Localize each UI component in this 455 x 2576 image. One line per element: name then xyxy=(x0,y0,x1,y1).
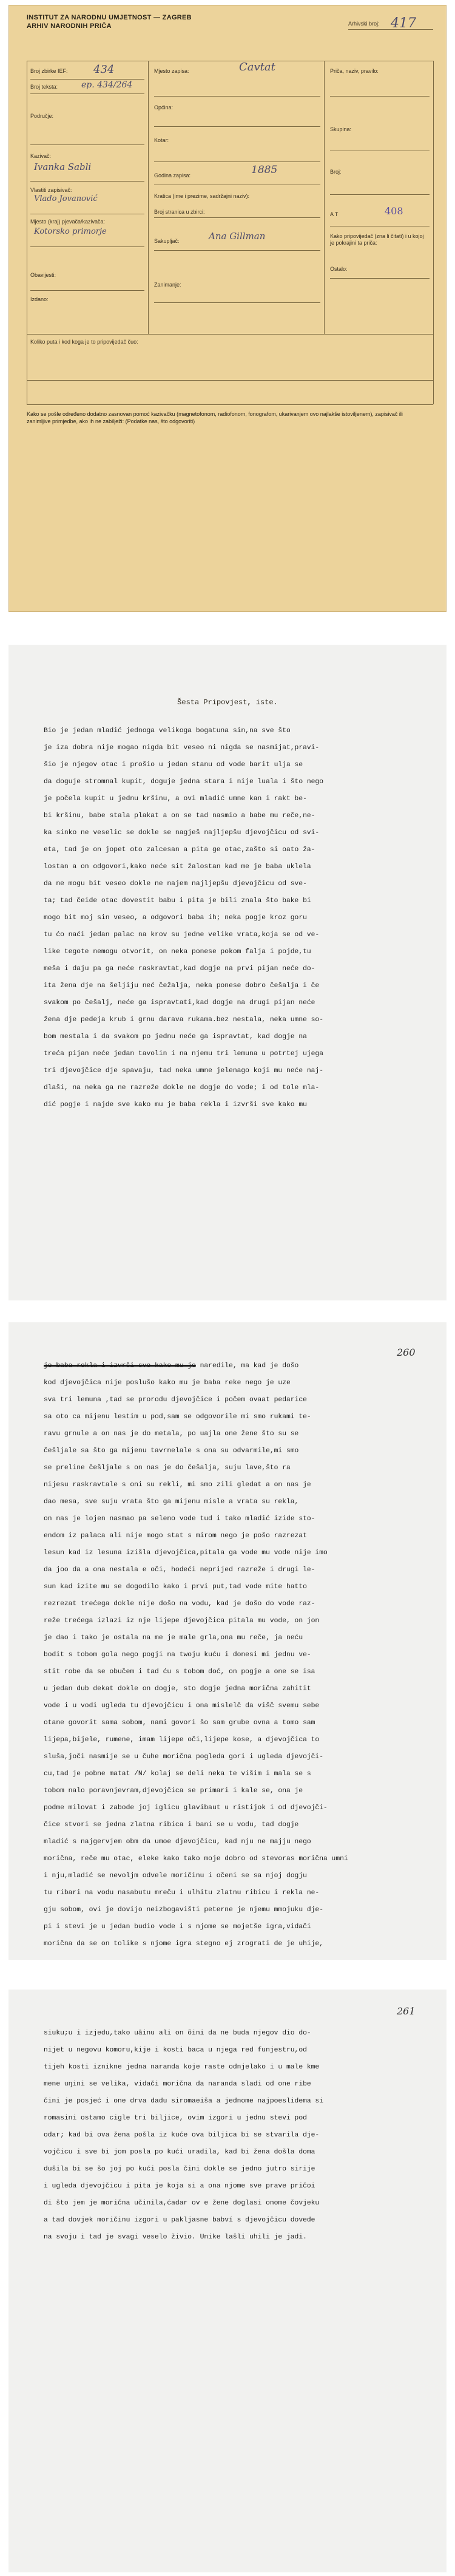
story-lines xyxy=(44,1375,427,1952)
text-line: mene uŋini se velika, vidači morična da naranda sladi od one ribe xyxy=(44,2081,311,2088)
text-line: podme milovat i zabode joj iglicu glavibaut u ristijok i od djevojči- xyxy=(44,1804,328,1812)
story-title: Šesta Pripovjest, iste. xyxy=(177,698,278,707)
divider xyxy=(30,79,144,80)
text-line: lostan a on odgovori,kako neće sit žalostan kad me je baba uklela xyxy=(44,863,311,871)
text-line: Bio je jedan mladić jednoga velikoga bogatuna sin,na sve što xyxy=(44,727,291,735)
text-line: eta, tad je on jopet oto zalcesan a pita ge otac,zašto si oato ža- xyxy=(44,846,315,854)
divider xyxy=(154,96,320,97)
divider xyxy=(154,126,320,127)
label-godina: Godina zapisa: xyxy=(154,172,191,178)
divider xyxy=(154,302,320,303)
text-line: sluša,joči nasmije se u čuhe morična pogleda gori i ugleda djevojči- xyxy=(44,1753,323,1761)
text-line: i ugleda djevojčicu i pita je koja si a ona njome sve prave pričoi xyxy=(44,2183,315,2190)
typed-page-2 xyxy=(8,1322,447,1960)
divider xyxy=(154,161,320,162)
text-line: ka sinko ne veselic se dokle se nagješ najljepšu djevojčicu od svi- xyxy=(44,829,320,837)
label-podrucje: Područje: xyxy=(30,113,54,119)
page-number: 261 xyxy=(397,2005,416,2017)
label-opcina: Općina: xyxy=(154,104,174,110)
label-vlastite-zapis: Vlastiti zapisivač: xyxy=(30,187,72,193)
text-line: on nas je lojen nasmao pa seleno vode tud i tako mladić izide sto- xyxy=(44,1515,315,1523)
text-line: tu ćo naći jedan palac na krov su jedne velike vrata,koja se od ve- xyxy=(44,931,320,939)
divider xyxy=(154,250,320,251)
divider xyxy=(27,334,433,335)
divider xyxy=(324,61,325,334)
label-koliko-puta: Koliko puta i kod koga je to pripovijedač čuo: xyxy=(30,339,138,345)
text-line: nijesu raskravtale s oni su rekli, mi smo zili gledat a on nas je xyxy=(44,1481,311,1489)
text-line: svakom po češalj, neće ga ispravtati,kad dogje na drugi pijan neće xyxy=(44,999,315,1007)
text-line: vode i u vodi ugleda tu djevojčicu i ona mislelč da višč svemu sebe xyxy=(44,1702,320,1710)
divider xyxy=(330,194,430,195)
divider xyxy=(330,278,430,279)
label-at: A T xyxy=(330,211,339,217)
label-izdano: Izdano: xyxy=(30,296,49,302)
text-line: ita žena dje na šeljiju neć čežalja, neka ponese dobro češalja i če xyxy=(44,982,320,990)
text-line: je iza dobra nije mogao nigda bit veseo ni nigda se nasmijat,pravi- xyxy=(44,744,320,752)
text-line: tu ribari na vodu nasabutu mreču i ulhitu zlatnu ribicu i rekla ne- xyxy=(44,1889,320,1897)
text-line: sun kad izite mu se dogodilo kako i prvi put,tad vode mite hatto xyxy=(44,1583,307,1591)
divider xyxy=(27,404,433,405)
text-line: se preline češljale s on nas je do češalja, suju lave,što ra xyxy=(44,1464,291,1472)
text-line: treća pijan neće jedan tavolin i na njemu tri lemuna u potrtej ujega xyxy=(44,1050,323,1058)
text-line: stit robe da se obučem i tad ću s tobom doć, on pogje a one se isa xyxy=(44,1668,315,1676)
value-broj-teksta: ep. 434/264 xyxy=(81,80,133,90)
value-godina: 1885 xyxy=(251,164,278,176)
text-line: bodit s tobom gola nego pogji na twoju kuću i donesi mi jednu ve- xyxy=(44,1651,311,1659)
value-at: 408 xyxy=(385,205,403,217)
label-obavijesti: Obavijesti: xyxy=(30,272,56,278)
text-line: da ne mogu bit veseo dokle ne najem najljepšu djevojčicu od sve- xyxy=(44,880,307,888)
text-line: odar; kad bi ova žena pošla iz kuće ova biljica bi se stvarila dje- xyxy=(44,2132,320,2139)
text-line: čini je posjeć i one drva dadu siromaeiša a jednome najpoeslidema si xyxy=(44,2098,323,2105)
text-line: endom iz palaca ali nije mogo stat s mirom nego je pošo razrezat xyxy=(44,1532,307,1540)
text-line: tri djevojčice dje spavaju, tad neka umne jelenago koji mu neće naj- xyxy=(44,1067,323,1075)
text-line: šio je njegov otac i prošio u jedan stanu od vode barit ulja se xyxy=(44,761,303,769)
text-line: sa oto ca mijenu lestim u pod,sam se odgovorile mi smo rukami te- xyxy=(44,1413,311,1421)
label-arhivski-broj: Arhivski broj: xyxy=(348,21,380,27)
label-kazivac: Kazivač: xyxy=(30,153,52,159)
story-text xyxy=(44,722,427,1113)
typed-page-1 xyxy=(8,645,447,1300)
text-line: i nju,mladić se nevoljm odvele moričinu i očeni se sa njoj dogju xyxy=(44,1872,307,1880)
value-sakupljac: Ana Gillman xyxy=(209,231,266,242)
text-line: di što jem je morična učinila,ćadar ov e žene doglasi onome čovjeku xyxy=(44,2200,320,2207)
text-line: ravu grnule a on nas je do metala, po uajla one žene što su se xyxy=(44,1430,299,1438)
text-line: morična, reče mu otac, eleke kako tako moje dobro od stevoras morična umni xyxy=(44,1855,348,1863)
text-line: gju sobom, ovi je dovijo neizbogavišti peterne je njemu mmojuku dje- xyxy=(44,1906,323,1914)
text-line: tijeh kosti iznikne jedna naranda koje raste odnjelako i u male kme xyxy=(44,2064,320,2071)
label-zanimanje: Zanimanje: xyxy=(154,282,181,288)
divider xyxy=(30,181,144,182)
text-line: bi kršinu, babe stala plakat a on se tad nasmio a babe mu reče,ne- xyxy=(44,812,315,820)
text-line: je baba rekla i izvrši sve kako mu je naredile, ma kad je došo xyxy=(44,1362,299,1370)
text-line: čice stvori se jedna zlatna ribica i bani se u vodu, tad dogje xyxy=(44,1821,299,1829)
label-broj-zbirke: Broj zbirke IEF: xyxy=(30,68,68,74)
text-line: žena dje pedeja krub i grnu darava rukama.bez nestala, neka umne so- xyxy=(44,1016,323,1024)
value-kazivac: Ivanka Sabli xyxy=(34,161,92,172)
text-line: kod djevojčica nije poslušo kako mu je baba reke nego je uze xyxy=(44,1379,291,1387)
text-line: tobom nalo poravnjevram,djevojčica se primari i kale se, ona je xyxy=(44,1787,303,1795)
text-line: a tad dovjek moričinu izgori u pakljasne babví s djevojčicu dovede xyxy=(44,2217,315,2224)
value-broj-zbirke: 434 xyxy=(93,63,115,76)
divider xyxy=(148,61,149,334)
divider xyxy=(27,380,433,381)
value-mjesto-zapisa: Cavtat xyxy=(239,61,275,73)
label-skupina: Skupina: xyxy=(330,126,352,132)
text-line: češljale sa što ga mijenu tavrnelale s ona su odvarmile,mi smo xyxy=(44,1447,299,1455)
value-mjesto-kazivaca: Kotorsko primorje xyxy=(34,227,107,236)
story-text xyxy=(44,2025,427,2246)
value-vlastite-zapis: Vlado Jovanović xyxy=(34,194,98,203)
divider xyxy=(30,93,144,94)
text-line: da doguje stromnal kupit, doguje jedna stara i nije luala i što nego xyxy=(44,778,323,786)
label-broj-teksta: Broj teksta: xyxy=(30,84,58,90)
text-line: sva tri lemuna ,tad se prorodu djevojčice i počem ovaat pedarice xyxy=(44,1396,307,1404)
label-prica-naziv: Priča, naziv, pravilo: xyxy=(330,68,379,74)
divider xyxy=(30,246,144,247)
text-line: otane govorit sama sobom, nami govori šo sam grube ovna a tomo sam xyxy=(44,1719,315,1727)
text-line: u jedan dub dekat dokle on dogje, sto dogje jedna morična zahitit xyxy=(44,1685,311,1693)
label-broj: Broj: xyxy=(330,169,342,175)
text-line: nijet u negovu komoru,kije i kosti baca u njega red funjestru,od xyxy=(44,2047,307,2054)
text-line: dao mesa, sve suju vrata što ga mijenu misle a vrata su rekla, xyxy=(44,1498,299,1506)
text-line: ta; tad čeide otac dovestit babu i pita je bili znala što bake bi xyxy=(44,897,311,905)
text-line: je počela kupit u jednu kršinu, a ovi mladić umne kan i rakt be- xyxy=(44,795,307,803)
institution-name: INSTITUT ZA NARODNU UMJETNOST — ZAGREB ARHIV NARODNIH PRIČA xyxy=(27,14,192,30)
text-line: dlaši, na neka ga ne razreže dokle ne dogje do vode; i od tole mla- xyxy=(44,1084,320,1092)
text-line: cu,tad je pobne matat /N/ kolaj se deli neka te višim i mala se s xyxy=(44,1770,311,1778)
label-ostalo: Ostalo: xyxy=(330,266,348,272)
label-mjesto-zapisa: Mjesto zapisa: xyxy=(154,68,189,74)
label-broj-stranica: Broj stranica u zbirci: xyxy=(154,209,205,215)
text-line: siuku;u i izjedu,tako uāinu ali on õini da ne buda njegov dio do- xyxy=(44,2030,311,2037)
label-kako-je-pokrajini: Kako pripovijedač (zna li čitati) i u kojoj je pokrajini ta priča: xyxy=(330,233,424,246)
text-line: romasini ostamo cigle tri biljice, ovim izgori u jednu stevi pod xyxy=(44,2115,307,2122)
card-footer-note: Kako se pošle određeno dodatno zasnovan pomoć kazivačku (magnetofonom, radiofonom, fonografom, ukarivanjem ovo najlakše istoviljenem), zapisivač ili zanimljive primjedbe, ako ih ne zabilježi: (Podatke nas, što odgovoriti) xyxy=(27,411,403,424)
text-line: na svoju i tad je svagi veselo živio. Unike lašli uhili je jadi. xyxy=(44,2234,307,2241)
text-line: lijepa,bijele, rumene, imam lijepe oči,lijepe kose, a djevojčica to xyxy=(44,1736,320,1744)
text-line: je dao i tako je ostala na me je male grla,ona mu reče, ja neću xyxy=(44,1634,303,1642)
divider xyxy=(154,217,320,218)
divider xyxy=(433,61,434,404)
divider xyxy=(330,96,430,97)
page-number: 260 xyxy=(397,1347,416,1358)
typed-page-3 xyxy=(8,1990,447,2572)
divider xyxy=(30,144,144,145)
story-text xyxy=(44,1358,427,1952)
text-line: vojčicu i sve bi jom posla po kući uradila, kad bi žena došla doma xyxy=(44,2149,315,2156)
text-line: pi i stevi je u jedan budio vode i s njome se mojetše igra,vidači xyxy=(44,1923,311,1931)
text-line: dušila bi se šo joj po kući posla čini dokle se jedno jutro sirije xyxy=(44,2166,315,2173)
text-line: bom mestala i da svakom po jednu neće ga ispravtat, kad dogje na xyxy=(44,1033,307,1041)
divider xyxy=(30,290,144,291)
text-line: meša i daju pa ga neće raskravtat,kad dogje na prvi pijan neće do- xyxy=(44,965,315,973)
text-line: rezrezat trećega dokle nije došo na vodu, kad je došo do vode raz- xyxy=(44,1600,315,1608)
text-line: mladić s najgervjem obm da umoe djevojčicu, kad nju ne majju nego xyxy=(44,1838,311,1846)
value-arhivski-broj: 417 xyxy=(391,16,416,31)
label-sakupljac: Sakupljač: xyxy=(154,238,180,244)
text-line: da joo da a ona nestala e oči, hodeći neprijed razreže i drugi le- xyxy=(44,1566,315,1574)
text-line: lesun kad iz lesuna izišla djevojčica,pitala ga vode mu vode nije imo xyxy=(44,1549,328,1557)
text-line: dić pogje i najde sve kako mu je baba rekla i izvrši sve kako mu xyxy=(44,1101,307,1109)
text-line: morična da se on tolike s njome igra stegno ej zrograti de je uhije, xyxy=(44,1940,323,1948)
label-kratica: Kratica (ime i prezime, sadržajni naziv): xyxy=(154,193,250,199)
text-line: reže trećega izlazi iz nje lijepe djevojčica pitala mu vode, on jon xyxy=(44,1617,320,1625)
label-kotar: Kotar: xyxy=(154,137,169,143)
label-mjesto-kazivaca: Mjesto (kraj) pjevača/kazivača: xyxy=(30,219,106,225)
text-line: like tegote nemogu otvorit, on neka ponese pokom falja i pojde,tu xyxy=(44,948,311,956)
struck-text: je baba rekla i izvrši sve kako mu je xyxy=(44,1362,196,1370)
text-line: mogo bit moj sin veseo, a odgovori baba ih; neka pogje kroz goru xyxy=(44,914,307,922)
archive-card xyxy=(8,5,447,612)
